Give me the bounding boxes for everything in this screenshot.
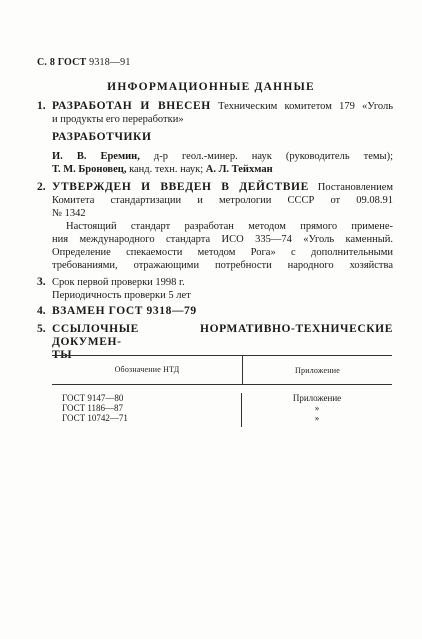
section-3 bbox=[37, 276, 393, 302]
developer-credentials: д-р геол.-минер. наук (руководитель темы); bbox=[153, 151, 393, 162]
paragraph-line: требованиями, отражающими потребности народного хозяйства bbox=[52, 260, 393, 271]
section-number: 4. bbox=[37, 305, 46, 317]
section-number: 1. bbox=[37, 100, 46, 112]
section-1 bbox=[37, 100, 393, 176]
section-heading: ТЫ bbox=[52, 349, 73, 361]
section-text: Срок первой проверки 1998 г. bbox=[52, 277, 185, 288]
table-cell: » bbox=[314, 403, 320, 413]
section-text: Комитета стандартизации и метрологии СССР от 09.08.91 bbox=[52, 195, 393, 206]
section-text: № 1342 bbox=[52, 208, 86, 219]
developer-credentials: канд. техн. наук; bbox=[129, 164, 204, 175]
developer-name: Т. М. Броновец, bbox=[52, 164, 127, 175]
header-prefix: С. 8 ГОСТ bbox=[37, 57, 87, 68]
section-2 bbox=[37, 181, 393, 272]
table-cell: » bbox=[314, 413, 320, 423]
table-column-docs bbox=[52, 393, 242, 427]
paragraph-line: ния международного стандарта ИСО 335—74 «Уголь каменный. bbox=[52, 234, 393, 245]
table-cell: ГОСТ 1186—87 bbox=[62, 403, 124, 413]
header-standard-number: 9318—91 bbox=[89, 57, 131, 68]
column-header: Приложение bbox=[295, 365, 340, 375]
table-column-appendix bbox=[242, 393, 392, 427]
column-header: Обозначение НТД bbox=[52, 356, 243, 384]
section-number: 2. bbox=[37, 181, 46, 193]
developer-name: И. В. Еремин, bbox=[52, 151, 140, 162]
table-cell: ГОСТ 10742—71 bbox=[62, 413, 128, 423]
table-cell: Приложение bbox=[292, 393, 342, 403]
section-text: Техническим комитетом 179 «Уголь bbox=[218, 101, 393, 112]
table-body bbox=[52, 385, 392, 427]
page-title: ИНФОРМАЦИОННЫЕ ДАННЫЕ bbox=[107, 81, 315, 93]
developers-heading: РАЗРАБОТЧИКИ bbox=[52, 131, 152, 143]
paragraph-line: Настоящий стандарт разработан методом прямого примене- bbox=[66, 221, 393, 232]
section-heading: УТВЕРЖДЕН И ВВЕДЕН В ДЕЙСТВИЕ bbox=[52, 181, 309, 193]
page-header bbox=[37, 57, 131, 68]
section-heading: ССЫЛОЧНЫЕ НОРМАТИВНО-ТЕХНИЧЕСКИЕ ДОКУМЕН- bbox=[52, 323, 393, 348]
section-heading: ВЗАМЕН ГОСТ 9318—79 bbox=[52, 305, 197, 317]
paragraph-line: Определение спекаемости методом Рога» с дополнительными bbox=[52, 247, 393, 258]
section-text: и продукты его переработки» bbox=[52, 114, 184, 125]
developer-name: А. Л. Тейхман bbox=[205, 164, 273, 175]
section-4 bbox=[37, 305, 393, 318]
section-number: 3. bbox=[37, 276, 46, 288]
section-number: 5. bbox=[37, 323, 46, 335]
section-text: Периодичность проверки 5 лет bbox=[52, 290, 191, 301]
table-cell: ГОСТ 9147—80 bbox=[62, 393, 124, 403]
table-header bbox=[52, 356, 392, 385]
section-heading: РАЗРАБОТАН И ВНЕСЕН bbox=[52, 100, 211, 112]
section-text: Постановлением bbox=[317, 182, 394, 193]
reference-table bbox=[52, 355, 392, 427]
